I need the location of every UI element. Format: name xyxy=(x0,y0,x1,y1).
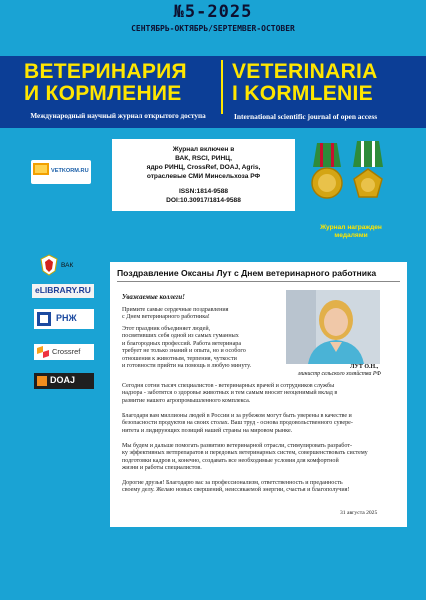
crossref-label: Crossref xyxy=(52,347,81,356)
paragraph-3: Сегодня сотни тысяч специалистов - ветеринарных врачей и сотрудников службы надзора - заботятся о здоровье животных и тем самым вносят неоценимый вклад в развитие нашего агропромышленного комплекса. xyxy=(122,383,338,404)
rnzh-logo[interactable] xyxy=(34,309,94,329)
vak-logo[interactable] xyxy=(40,254,86,276)
paragraph-5: Мы будем и дальше помогать развитию ветеринарной отрасли, стимулировать разработ- ку эффективных ветпрепаратов и передовых ветеринарных систем, совершенствовать систему подготовки кадров и, конечно, создавать все необходимые условия для комфортной жизни и работы специалистов. xyxy=(122,443,368,472)
paragraph-1: Примите самые сердечные поздравления с Днем ветеринарного работника! xyxy=(122,307,229,321)
minister-photo xyxy=(286,290,380,364)
indexing-line: Журнал включен в xyxy=(172,146,235,153)
signature-name: ЛУТ О.Н., xyxy=(350,364,379,370)
medals xyxy=(307,139,397,234)
article-title: Поздравление Оксаны Лут с Днем ветеринарного работника xyxy=(117,268,377,278)
journal-title-en: VETERINARIA I KORMLENIE xyxy=(232,60,378,105)
issue-months: СЕНТЯБРЬ-ОКТЯБРЬ/SEPTEMBER-OCTOBER xyxy=(131,24,295,33)
portrait-image xyxy=(286,290,380,364)
signature-role: министр сельского хозяйства РФ xyxy=(298,371,381,377)
paragraph-4: Благодаря вам миллионы людей в России и за рубежом могут быть уверены в качестве и безопасности продуктов на своих столах. Ваш труд - основа продовольственного сувере- нитета и лидирующих позиций нашей страны на мировом рынке. xyxy=(122,413,353,434)
issn: ISSN:1814-9588 xyxy=(178,188,229,195)
subtitle-ru: Международный научный журнал открытого доступа xyxy=(30,112,206,120)
issue-number: №5-2025 xyxy=(173,2,253,22)
vetkorm-label: VETKORM.RU xyxy=(51,168,89,174)
doaj-logo[interactable] xyxy=(34,373,94,389)
crossref-logo[interactable] xyxy=(34,344,94,360)
indexing-lines xyxy=(112,145,295,181)
greeting: Уважаемые коллеги! xyxy=(122,294,185,301)
indexing-info-box xyxy=(112,139,295,211)
indexing-line: ядро РИНЦ, CrossRef, DOAJ, Agris, xyxy=(146,164,261,171)
title-divider xyxy=(221,60,223,114)
vak-label: ВАК xyxy=(61,262,74,269)
subtitle-en: International scientific journal of open access xyxy=(234,112,378,121)
vetkorm-logo[interactable] xyxy=(31,160,91,184)
doi: DOI:10.30917/1814-9588 xyxy=(166,197,241,204)
journal-title-ru: ВЕТЕРИНАРИЯ И КОРМЛЕНИЕ xyxy=(24,60,187,105)
title-rule xyxy=(117,281,400,282)
paragraph-2: Этот праздник объединяет людей, посвятивших себя одной из самых гуманных и благородных профессий. Работа ветеринара требует не только знаний и опыта, но и особого отношения к животным, терпения, чуткости и готовности прийти на помощь в любую минуту. xyxy=(122,326,252,370)
elibrary-label: eLIBRARY.RU xyxy=(35,285,91,295)
indexing-line: отраслевые СМИ Минсельхоза РФ xyxy=(146,173,261,180)
paragraph-6: Дорогие друзья! Благодарю вас за профессионализм, ответственность и преданность своему делу. Желаю новых свершений, неиссякаемой энергии, счастья и благополучия! xyxy=(122,480,350,494)
emblem-icon xyxy=(40,254,58,276)
doaj-label: DOAJ xyxy=(50,375,76,385)
elibrary-logo[interactable] xyxy=(32,284,94,298)
medals-icon xyxy=(307,139,397,224)
medals-caption: Журнал награжден медалями xyxy=(320,224,382,239)
indexing-line: ВАК, RSCI, РИНЦ, xyxy=(175,155,232,162)
rnzh-label: РНЖ xyxy=(56,313,77,323)
article-date: 31 августа 2025 xyxy=(340,510,378,516)
